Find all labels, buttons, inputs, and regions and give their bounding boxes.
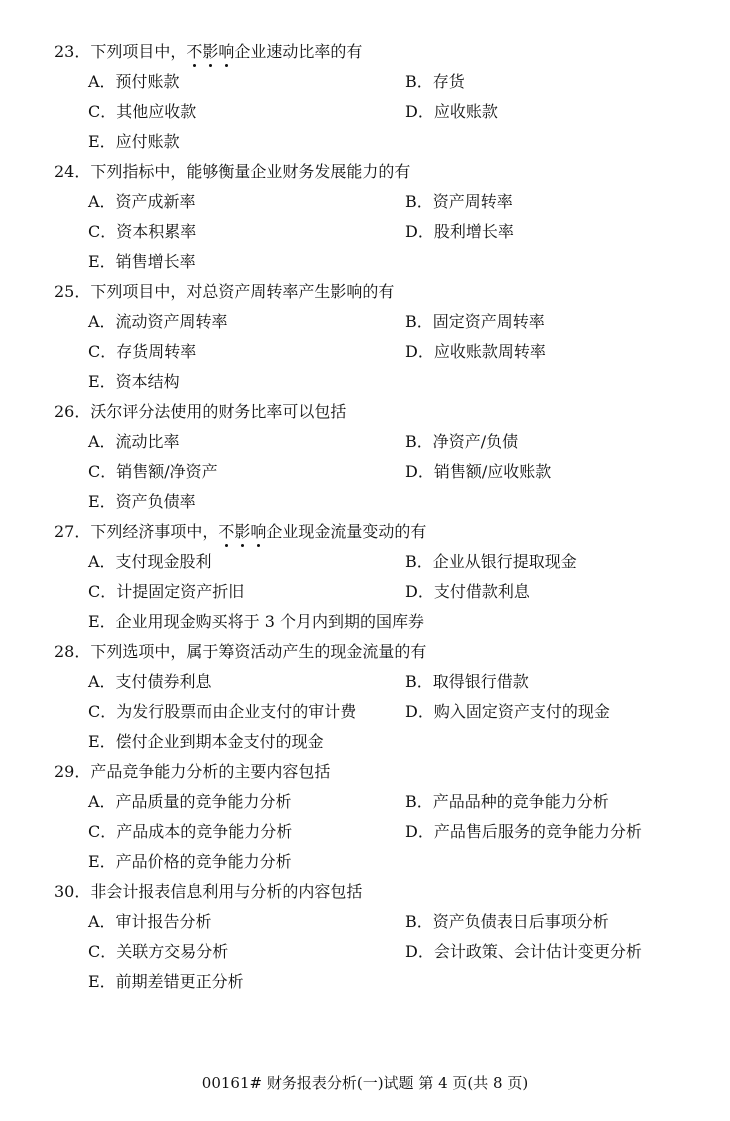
option-a: A．支付债券利息 xyxy=(88,672,212,691)
option-e: E．前期差错更正分析 xyxy=(88,972,244,991)
stem-text: 27．下列经济事项中， xyxy=(54,522,219,541)
option-a: A．产品质量的竞争能力分析 xyxy=(88,792,292,811)
question-stem xyxy=(54,522,426,542)
option-a: A．审计报告分析 xyxy=(88,912,212,931)
emphasis-char: 响 xyxy=(250,522,267,541)
option-e: E．产品价格的竞争能力分析 xyxy=(88,852,292,871)
option-c: C．其他应收款 xyxy=(88,102,197,121)
option-d: D．购入固定资产支付的现金 xyxy=(405,702,610,721)
question-stem: 30．非会计报表信息利用与分析的内容包括 xyxy=(54,882,363,901)
option-e: E．企业用现金购买将于 3 个月内到期的国库券 xyxy=(88,612,425,631)
question-stem: 29．产品竞争能力分析的主要内容包括 xyxy=(54,762,331,781)
emphasis-char: 响 xyxy=(218,42,235,61)
emphasis-char: 影 xyxy=(234,522,251,541)
option-b: B．固定资产周转率 xyxy=(405,312,545,331)
option-b: B．产品品种的竞争能力分析 xyxy=(405,792,609,811)
option-a: A．流动比率 xyxy=(88,432,180,451)
stem-text: 企业现金流量变动的有 xyxy=(266,522,427,541)
option-d: D．股利增长率 xyxy=(405,222,514,241)
option-d: D．销售额/应收账款 xyxy=(405,462,552,481)
option-d: D．产品售后服务的竞争能力分析 xyxy=(405,822,642,841)
question-stem xyxy=(54,42,362,62)
emphasis-char: 不 xyxy=(218,522,235,541)
option-e: E．应付账款 xyxy=(88,132,180,151)
question-stem: 28．下列选项中，属于筹资活动产生的现金流量的有 xyxy=(54,642,427,661)
question-stem: 25．下列项目中，对总资产周转率产生影响的有 xyxy=(54,282,395,301)
option-b: B．企业从银行提取现金 xyxy=(405,552,577,571)
option-d: D．会计政策、会计估计变更分析 xyxy=(405,942,642,961)
option-c: C．关联方交易分析 xyxy=(88,942,229,961)
option-d: D．应收账款周转率 xyxy=(405,342,546,361)
question-stem: 26．沃尔评分法使用的财务比率可以包括 xyxy=(54,402,347,421)
option-a: A．支付现金股利 xyxy=(88,552,212,571)
option-e: E．资本结构 xyxy=(88,372,180,391)
option-c: C．产品成本的竞争能力分析 xyxy=(88,822,293,841)
option-c: C．存货周转率 xyxy=(88,342,197,361)
emphasis-char: 影 xyxy=(202,42,219,61)
option-b: B．资产周转率 xyxy=(405,192,513,211)
option-c: C．为发行股票而由企业支付的审计费 xyxy=(88,702,357,721)
option-e: E．偿付企业到期本金支付的现金 xyxy=(88,732,324,751)
option-d: D．应收账款 xyxy=(405,102,498,121)
question-stem: 24．下列指标中，能够衡量企业财务发展能力的有 xyxy=(54,162,411,181)
option-e: E．资产负债率 xyxy=(88,492,196,511)
stem-text: 企业速动比率的有 xyxy=(234,42,363,61)
option-c: C．销售额/净资产 xyxy=(88,462,218,481)
page-footer: 00161# 财务报表分析(一)试题 第 4 页(共 8 页) xyxy=(201,1074,529,1092)
option-d: D．支付借款利息 xyxy=(405,582,530,601)
option-c: C．资本积累率 xyxy=(88,222,197,241)
option-a: A．流动资产周转率 xyxy=(88,312,228,331)
emphasis-char: 不 xyxy=(186,42,203,61)
stem-text: 23．下列项目中， xyxy=(54,42,187,61)
option-b: B．净资产/负债 xyxy=(405,432,519,451)
option-a: A．资产成新率 xyxy=(88,192,196,211)
option-b: B．存货 xyxy=(405,72,465,91)
option-e: E．销售增长率 xyxy=(88,252,196,271)
option-b: B．资产负债表日后事项分析 xyxy=(405,912,609,931)
option-c: C．计提固定资产折旧 xyxy=(88,582,245,601)
option-b: B．取得银行借款 xyxy=(405,672,529,691)
option-a: A．预付账款 xyxy=(88,72,180,91)
